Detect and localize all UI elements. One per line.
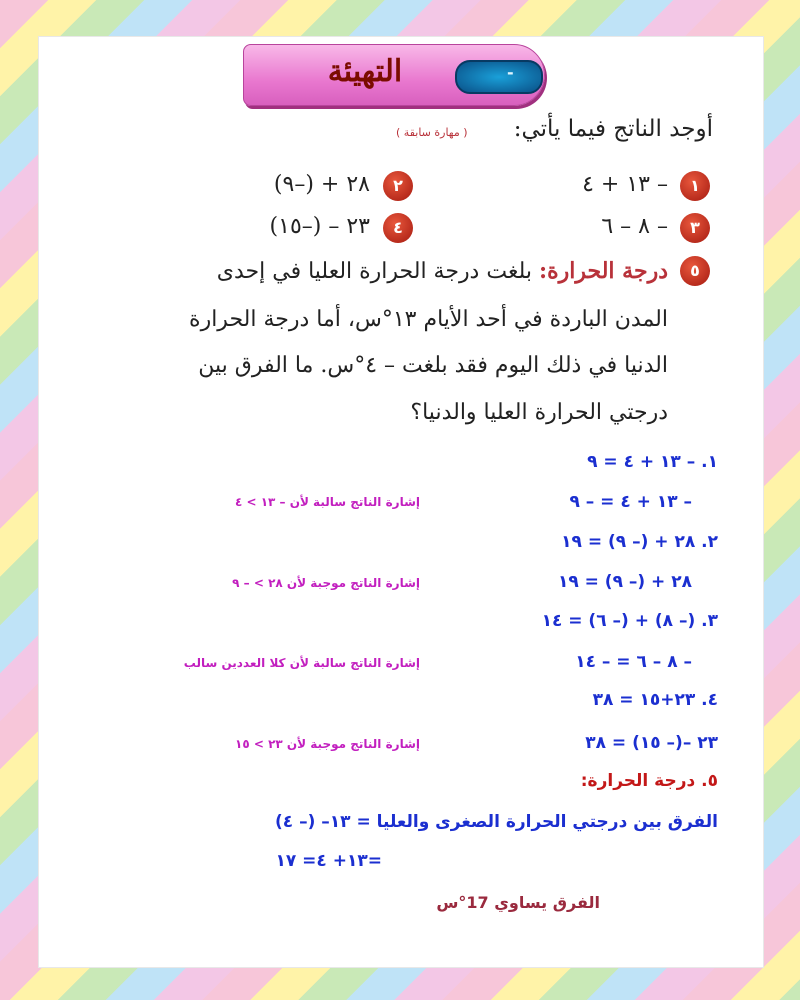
solution-1-note: إشارة الناتج سالبة لأن – ١٣ > ٤ xyxy=(234,495,420,509)
skill-tag: ( مهارة سابقة ) xyxy=(396,126,468,139)
problem-expr-4: ٢٣ – (–١٥) xyxy=(269,214,370,239)
problem-badge-5: ٥ xyxy=(680,256,710,286)
problem-expr-2: ٢٨ + (–٩) xyxy=(273,172,370,197)
solution-4-main: ٤. ٢٣+١٥ = ٣٨ xyxy=(592,690,718,710)
solution-5-heading: ٥. درجة الحرارة: xyxy=(580,771,718,791)
solution-1-step: – ١٣ + ٤ = – ٩ xyxy=(569,492,692,512)
problem-badge-4: ٤ xyxy=(383,213,413,243)
solution-2-note: إشارة الناتج موجبة لأن ٢٨ > – ٩ xyxy=(232,576,420,590)
solution-4-step: ٢٣ –(– ١٥) = ٣٨ xyxy=(585,733,718,753)
solution-5-line-2: =١٣+ ٤= ١٧ xyxy=(275,851,382,871)
solution-2-step: ٢٨ + (– ٩) = ١٩ xyxy=(557,572,692,592)
word-problem-line-1 xyxy=(217,258,668,284)
solution-3-step: – ٨ – ٦ = – ١٤ xyxy=(575,652,692,672)
solution-1-main: ١. – ١٣ + ٤ = ٩ xyxy=(587,452,718,472)
solution-4-note: إشارة الناتج موجبة لأن ٢٣ > ١٥ xyxy=(235,737,420,751)
word-problem-line-4: درجتي الحرارة العليا والدنيا؟ xyxy=(410,400,668,425)
solution-2-main: ٢. ٢٨ + (– ٩) = ١٩ xyxy=(561,532,718,552)
section-title: التهيئة xyxy=(327,54,403,89)
final-answer: الفرق يساوي 17°س xyxy=(436,893,600,912)
banner-tab-label: - xyxy=(507,63,514,82)
problem-expr-3: – ٨ – ٦ xyxy=(601,214,668,239)
banner-tab xyxy=(455,60,543,94)
solution-5-line-1: الفرق بين درجتي الحرارة الصغرى والعليا = ١٣– (– ٤) xyxy=(275,812,718,832)
word-problem-label: درجة الحرارة: xyxy=(538,258,668,284)
problem-badge-2: ٢ xyxy=(383,171,413,201)
word-problem-line-2: المدن الباردة في أحد الأيام ١٣°س، أما درجة الحرارة xyxy=(189,307,668,332)
word-problem-line-1-text: بلغت درجة الحرارة العليا في إحدى xyxy=(216,259,532,284)
problem-expr-1: – ١٣ + ٤ xyxy=(582,172,668,197)
instruction-text: أوجد الناتج فيما يأتي: xyxy=(513,116,713,142)
solution-3-main: ٣. (– ٨) + (– ٦) = ١٤ xyxy=(541,611,718,631)
solution-3-note: إشارة الناتج سالبة لأن كلا العددين سالب xyxy=(183,656,420,670)
word-problem-line-3: الدنيا في ذلك اليوم فقد بلغت – ٤°س. ما الفرق بين xyxy=(198,353,668,378)
problem-badge-1: ١ xyxy=(680,171,710,201)
problem-badge-3: ٣ xyxy=(680,213,710,243)
